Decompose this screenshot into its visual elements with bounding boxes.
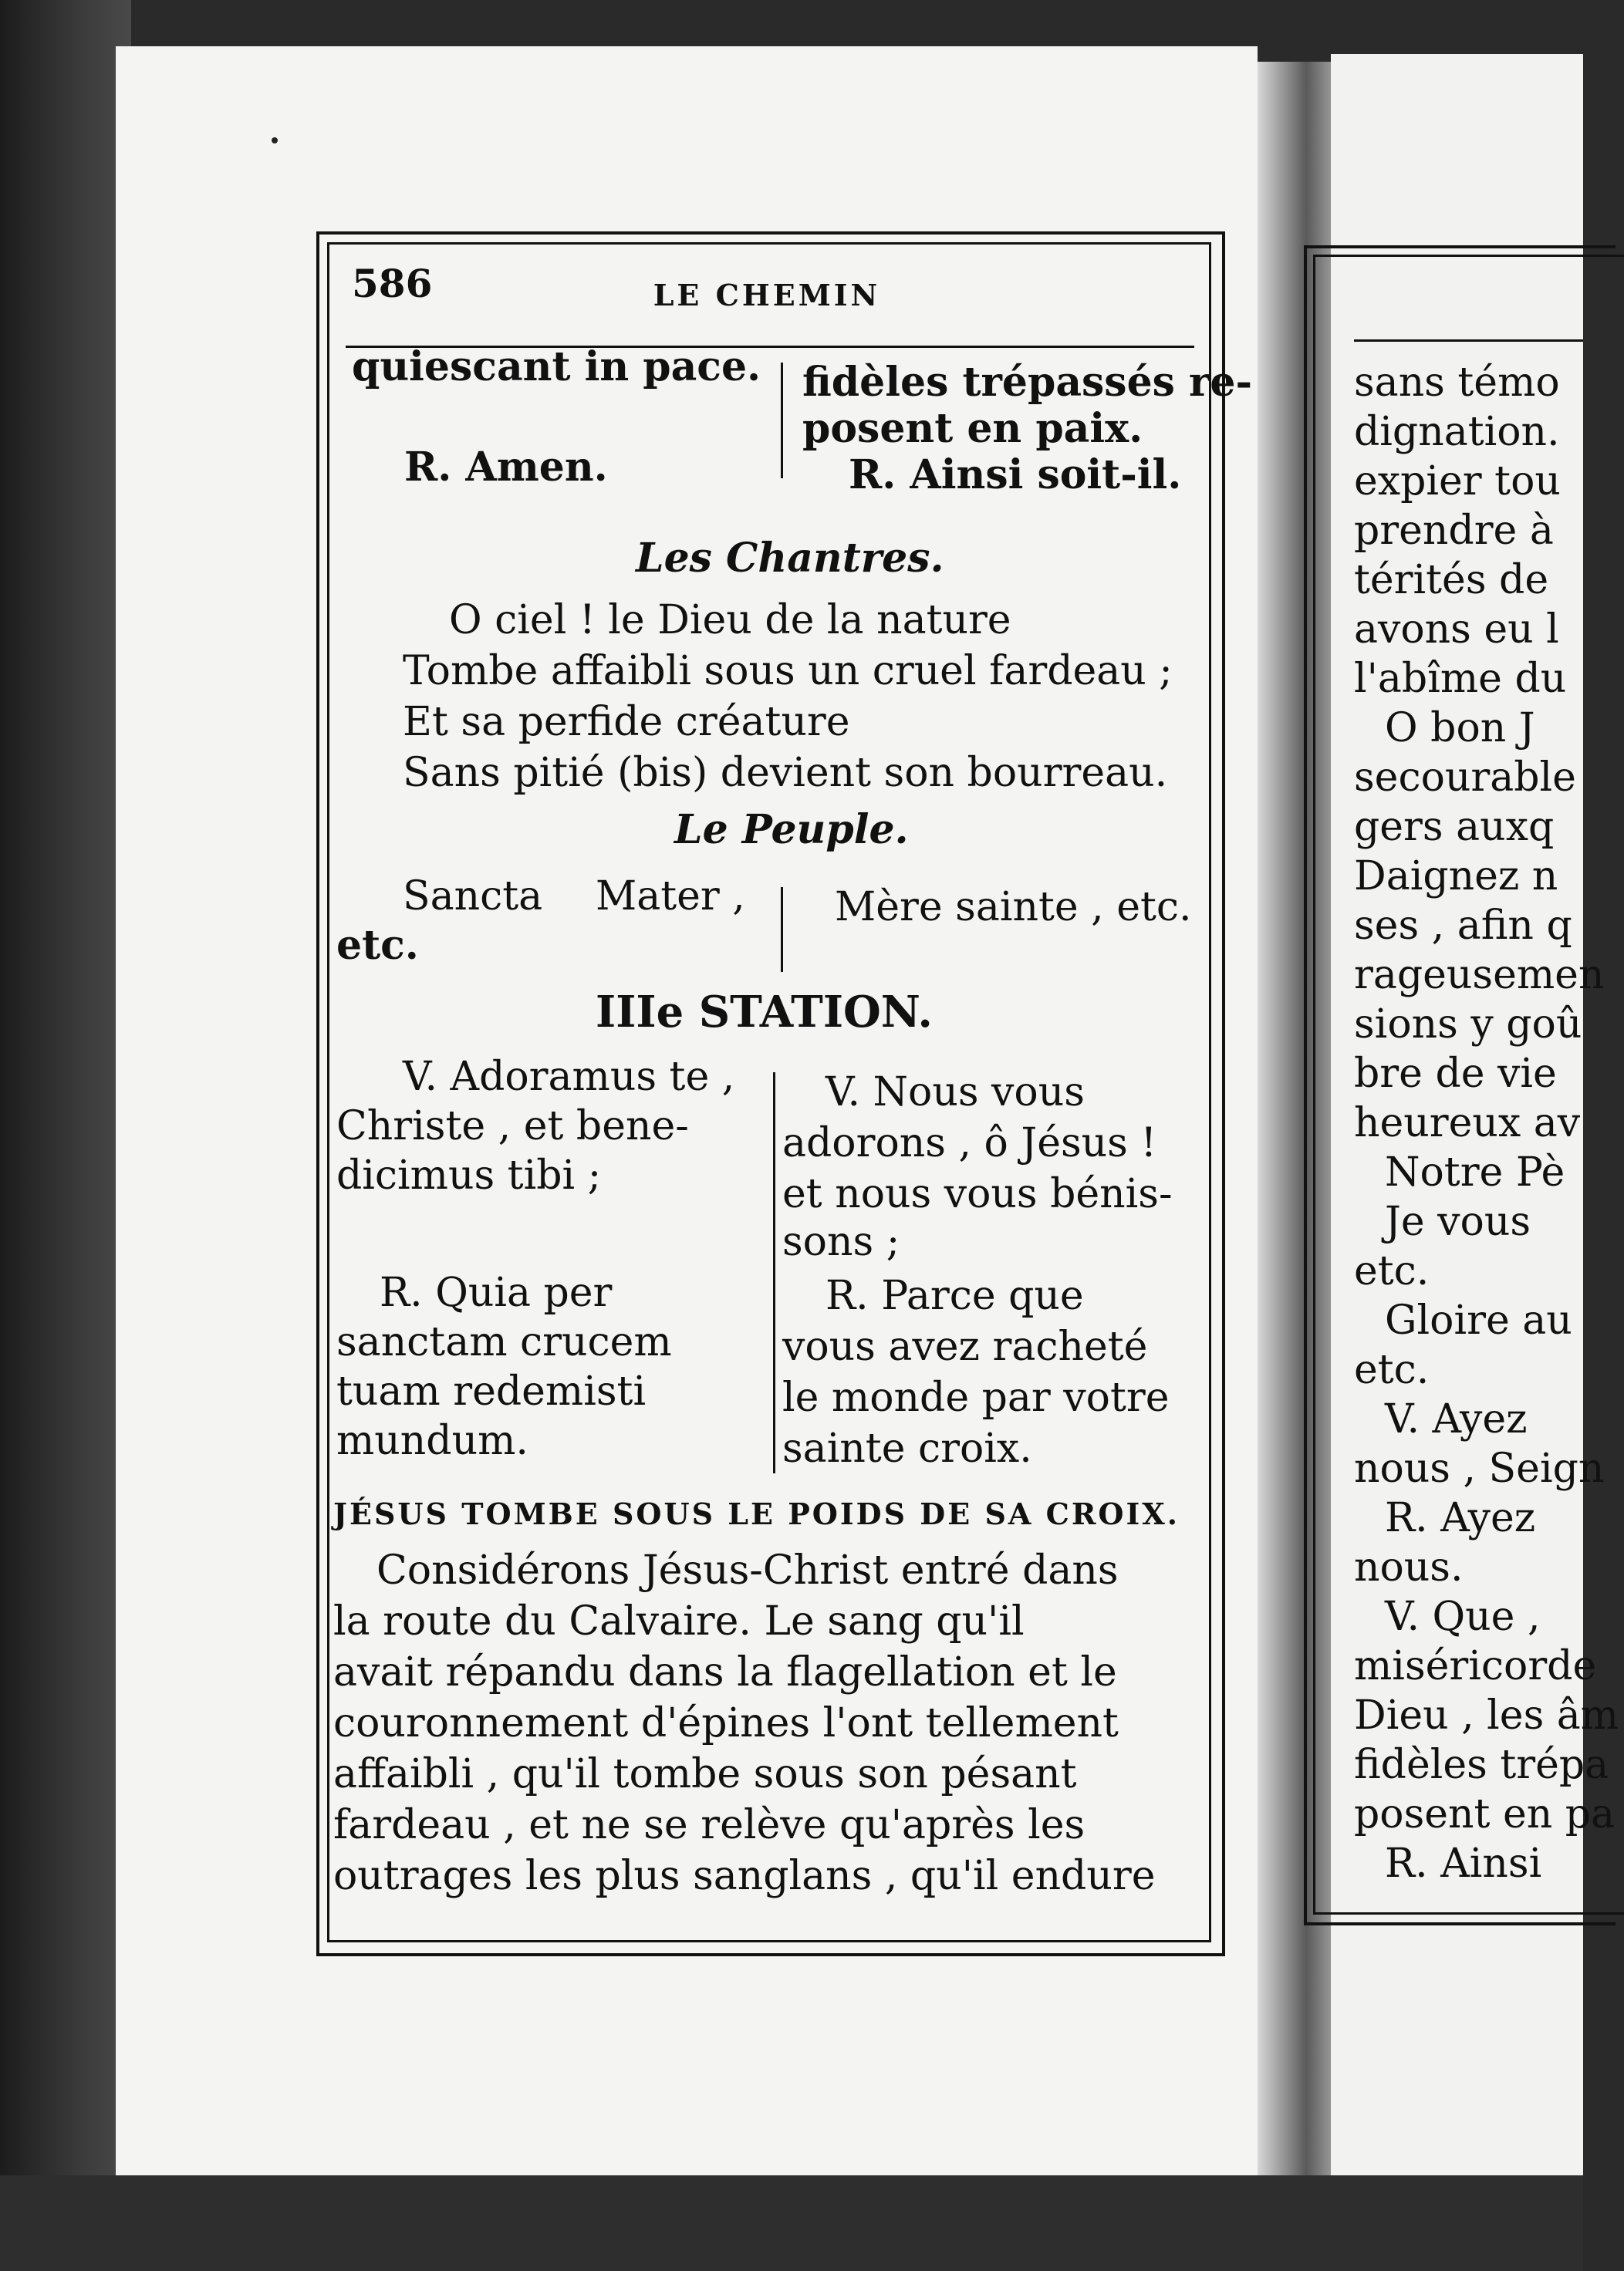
- right-page-line: posent en pa: [1354, 1791, 1616, 1837]
- response-french: vous avez racheté: [782, 1324, 1148, 1370]
- french-line: posent en paix.: [802, 405, 1143, 452]
- right-page-line: R. Ayez: [1385, 1495, 1536, 1541]
- column-divider: [773, 1072, 775, 1473]
- peuple-latin: Sancta: [403, 873, 543, 920]
- paragraph-line: la route du Calvaire. Le sang qu'il: [333, 1598, 1025, 1645]
- versicle-french: sons ;: [782, 1219, 900, 1265]
- right-page-line: etc.: [1354, 1248, 1430, 1294]
- paragraph-line: outrages les plus sanglans , qu'il endure: [333, 1853, 1156, 1899]
- paragraph-line: Considérons Jésus-Christ entré dans: [376, 1547, 1119, 1594]
- right-page-line: sions y goû: [1354, 1001, 1582, 1048]
- right-page-line: R. Ainsi: [1385, 1841, 1542, 1887]
- right-page-line: fidèles trépa: [1354, 1742, 1609, 1788]
- right-page-line: V. Ayez: [1385, 1396, 1528, 1443]
- response-latin: mundum.: [336, 1418, 528, 1464]
- right-page-line: V. Que ,: [1385, 1594, 1541, 1640]
- hymn-line: Sans pitié (bis) devient son bourreau.: [403, 750, 1168, 796]
- french-line: R. Ainsi soit-il.: [849, 451, 1182, 498]
- right-page-line: Dieu , les âm: [1354, 1692, 1619, 1739]
- right-page-line: miséricorde: [1354, 1643, 1597, 1689]
- right-page-line: O bon J: [1385, 705, 1535, 751]
- heading-peuple: Le Peuple.: [674, 806, 909, 853]
- heading-chantres: Les Chantres.: [636, 535, 944, 582]
- right-page-line: heureux av: [1354, 1100, 1581, 1146]
- running-title: LE CHEMIN: [653, 278, 881, 312]
- peuple-latin: Mater ,: [596, 873, 745, 920]
- response-latin: R. Quia per: [380, 1270, 613, 1316]
- right-page-line: expier tou: [1354, 458, 1561, 504]
- versicle-french: adorons , ô Jésus !: [782, 1120, 1157, 1166]
- right-page-line: Je vous: [1385, 1199, 1531, 1245]
- response-french: sainte croix.: [782, 1426, 1032, 1472]
- page-number: 586: [352, 261, 433, 306]
- right-page-line: dignation.: [1354, 409, 1560, 455]
- left-page-content: [333, 255, 1253, 1928]
- page-header: [333, 255, 1200, 316]
- response-latin: sanctam crucem: [336, 1319, 672, 1365]
- right-page-line: etc.: [1354, 1347, 1430, 1393]
- right-page-line: térités de: [1354, 557, 1549, 603]
- right-page-line: l'abîme du: [1354, 656, 1567, 702]
- paragraph-line: fardeau , et ne se relève qu'après les: [333, 1802, 1085, 1848]
- section-title: JÉSUS TOMBE SOUS LE POIDS DE SA CROIX.: [333, 1497, 1180, 1531]
- response-french: le monde par votre: [782, 1375, 1170, 1421]
- right-page-line: ses , afin q: [1354, 903, 1572, 949]
- book-edge-bottom: [0, 2175, 1583, 2271]
- versicle-french: et nous vous bénis-: [782, 1171, 1173, 1217]
- right-page-line: nous.: [1354, 1544, 1464, 1591]
- hymn-line: O ciel ! le Dieu de la nature: [449, 597, 1011, 643]
- column-divider: [781, 887, 783, 972]
- latin-line: R. Amen.: [404, 444, 608, 491]
- french-line: fidèles trépassés re-: [802, 359, 1253, 406]
- response-french: R. Parce que: [826, 1273, 1084, 1319]
- right-page-line: bre de vie: [1354, 1051, 1557, 1097]
- right-page-line: prendre à: [1354, 508, 1554, 554]
- book-edge-left: [0, 0, 131, 2271]
- ink-speck: [272, 137, 278, 143]
- hymn-line: Et sa perfide créature: [403, 699, 850, 745]
- station-title: IIIe STATION.: [596, 987, 933, 1038]
- peuple-french: Mère sainte , etc.: [835, 884, 1192, 930]
- right-page-line: Notre Pè: [1385, 1149, 1565, 1196]
- right-page-line: secourable: [1354, 754, 1576, 801]
- right-page-line: Daignez n: [1354, 853, 1558, 899]
- column-divider: [781, 363, 783, 478]
- versicle-latin: dicimus tibi ;: [336, 1152, 602, 1199]
- latin-line: quiescant in pace.: [352, 343, 761, 390]
- paragraph-line: avait répandu dans la flagellation et le: [333, 1649, 1117, 1696]
- paragraph-line: couronnement d'épines l'ont tellement: [333, 1700, 1119, 1746]
- versicle-french: V. Nous vous: [826, 1069, 1085, 1115]
- right-page-line: rageusemen: [1354, 952, 1605, 998]
- right-page-line: nous , Seign: [1354, 1446, 1605, 1492]
- right-page-line: gers auxq: [1354, 804, 1555, 850]
- response-latin: tuam redemisti: [336, 1368, 647, 1415]
- versicle-latin: V. Adoramus te ,: [403, 1054, 735, 1100]
- paragraph-line: affaibli , qu'il tombe sous son pésant: [333, 1751, 1077, 1797]
- right-page-line: Gloire au: [1385, 1297, 1572, 1344]
- versicle-latin: Christe , et bene-: [336, 1103, 689, 1149]
- right-page-line: avons eu l: [1354, 606, 1559, 653]
- right-page-line: sans témo: [1354, 359, 1560, 406]
- peuple-latin: etc.: [336, 922, 419, 969]
- hymn-line: Tombe affaibli sous un cruel fardeau ;: [403, 648, 1173, 694]
- right-page-header-rule: [1354, 339, 1583, 342]
